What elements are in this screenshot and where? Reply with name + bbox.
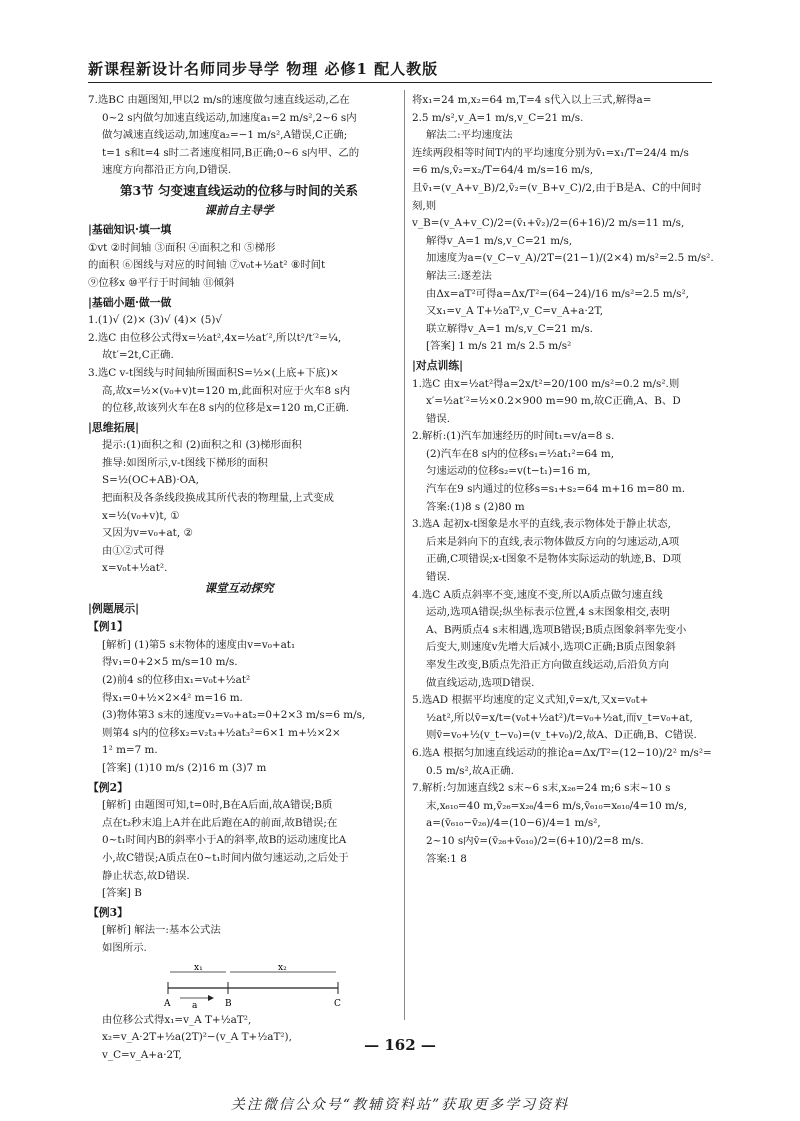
text-line: 后来是斜向下的直线,表示物体做反方向的匀速运动,A项 bbox=[426, 535, 680, 548]
text-line: x=v₀t+½at². bbox=[102, 562, 168, 575]
point-c-label: C bbox=[334, 998, 341, 1008]
text-line: 则第4 s内的位移x₂=v₂t₃+½at₃²=6×1 m+½×2× bbox=[102, 726, 341, 739]
answer-line: 答案:(1)8 s (2)80 m bbox=[426, 500, 525, 513]
text-line: 由①②式可得 bbox=[102, 544, 165, 557]
text-line: x′=½at′²=½×0.2×900 m=90 m,故C正确,A、B、D bbox=[426, 395, 681, 408]
text-line: a=(v̄₆₁₀−v̄₂₆)/4=(10−6)/4=1 m/s², bbox=[426, 817, 601, 830]
column-divider bbox=[404, 90, 405, 1020]
text-line: x=½(v₀+v)t, ① bbox=[102, 509, 180, 522]
right-column bbox=[412, 92, 714, 868]
text-line: [解析] 由题图可知,t=0时,B在A后面,故A错误;B质 bbox=[102, 799, 333, 812]
text-line: 匀速运动的位移s₂=v(t−t₁)=16 m, bbox=[426, 465, 591, 478]
text-line: 加速度为a=(v_C−v_A)/2T=(21−1)/(2×4) m/s²=2.5 m/s². bbox=[426, 252, 714, 265]
text-line: v_C=v_A+a·2T, bbox=[102, 1048, 182, 1061]
x2-label: x₂ bbox=[278, 962, 287, 973]
text-line: ½at²,所以v̄=x/t=(v₀t+½at²)/t=v₀+½at,而v_t=v₀+at, bbox=[426, 711, 693, 724]
text-line: ①vt ②时间轴 ③面积 ④面积之和 ⑤梯形 bbox=[88, 241, 276, 254]
text-line: 由Δx=aT²可得a=Δx/T²=(64−24)/16 m/s²=2.5 m/s², bbox=[426, 287, 689, 300]
text-line: 率发生改变,B质点先沿正方向做直线运动,后沿负方向 bbox=[426, 659, 669, 671]
text-line: 末,x₆₁₀=40 m,v̄₂₆=x₂₆/4=6 m/s,v̄₆₁₀=x₆₁₀/4=10 m/s, bbox=[426, 799, 688, 812]
text-line: 1.(1)√ (2)× (3)√ (4)× (5)√ bbox=[88, 314, 222, 327]
text-line: ⑨位移x ⑩平行于时间轴 ⑪倾斜 bbox=[88, 276, 235, 289]
answer-line: [答案] (1)10 m/s (2)16 m (3)7 m bbox=[102, 761, 267, 774]
text-line: 由位移公式得x₁=v_A T+½aT², bbox=[102, 1013, 252, 1026]
basic-questions-tag: |基础小题·做一做 bbox=[88, 295, 172, 309]
text-line: [解析] 解法一:基本公式法 bbox=[102, 924, 221, 937]
q7-block bbox=[88, 92, 390, 180]
text-line: 静止状态,故D错误. bbox=[102, 869, 190, 882]
text-line: 连续两段相等时间T内的平均速度分别为v̄₁=x₁/T=24/4 m/s bbox=[412, 146, 689, 159]
text-line: 1² m=7 m. bbox=[102, 744, 158, 757]
text-line: 0~2 s内做匀加速直线运动,加速度a₁=2 m/s²,2~6 s内 bbox=[102, 111, 357, 124]
text-line: 解法三:逐差法 bbox=[426, 269, 492, 282]
text-line: x₂=v_A·2T+½a(2T)²−(v_A T+½aT²), bbox=[102, 1031, 292, 1044]
text-line: 5.选AD 根据平均速度的定义式知,v̄=x/t,又x=v₀t+ bbox=[412, 694, 649, 707]
text-line: 小,故C错误;A质点在0~t₁时间内做匀速运动,之后处于 bbox=[102, 851, 349, 864]
text-line: 2.选C 由位移公式得x=½at²,4x=½at′²,所以t²/t′²=¼, bbox=[88, 331, 342, 344]
text-line: 3.选C v-t图线与时间轴所围面积S=½×(上底+下底)× bbox=[88, 366, 339, 379]
basic-knowledge-tag: |基础知识·填一填 bbox=[88, 223, 172, 237]
x1-label: x₁ bbox=[194, 962, 203, 973]
text-line: (3)物体第3 s末的速度v₂=v₀+at₂=0+2×3 m/s=6 m/s, bbox=[102, 709, 366, 722]
text-line: (2)前4 s的位移由x₁=v₀t+½at² bbox=[102, 674, 251, 686]
text-line: 7.解析:匀加速直线2 s末~6 s末,x₂₆=24 m;6 s末~10 s bbox=[412, 782, 671, 795]
text-line: 又因为v=v₀+at, ② bbox=[102, 527, 193, 540]
text-line: 7.选BC 由题图知,甲以2 m/s的速度做匀速直线运动,乙在 bbox=[88, 94, 350, 106]
text-line: 正确,C项错误;x-t图象不是物体实际运动的轨迹,B、D项 bbox=[426, 553, 682, 566]
text-line: 且v̄₁=(v_A+v_B)/2,v̄₂=(v_B+v_C)/2,由于B是A、C的中间时刻,则 bbox=[412, 181, 702, 212]
answer-line: 答案:1 8 bbox=[426, 852, 467, 865]
text-line: 解得v_A=1 m/s,v_C=21 m/s, bbox=[426, 234, 573, 247]
examples-tag: |例题展示| bbox=[88, 601, 140, 615]
text-line: 高,故x=½×(v₀+v)t=120 m,此面积对应于火车8 s内 bbox=[102, 384, 351, 397]
text-line: 联立解得v_A=1 m/s,v_C=21 m/s. bbox=[426, 322, 593, 335]
text-line: v_B=(v_A+v_C)/2=(v̄₁+v̄₂)/2=(6+16)/2 m/s=11 m/s, bbox=[412, 217, 685, 230]
text-line: [解析] (1)第5 s末物体的速度由v=v₀+at₁ bbox=[102, 638, 296, 651]
text-line: 故t′=2t,C正确. bbox=[102, 349, 174, 362]
text-line: (2)汽车在8 s内的位移s₁=½at₁²=64 m, bbox=[426, 447, 615, 460]
text-line: 则v̄=v₀+½(v_t−v₀)=(v_t+v₀)/2,故A、D正确,B、C错误. bbox=[426, 729, 697, 742]
text-line: 点在t₂秒末追上A并在此后跑在A的前面,故B错误;在 bbox=[102, 816, 338, 829]
text-line: S=½(OC+AB)·OA, bbox=[102, 474, 199, 487]
text-line: 把面积及各条线段换成其所代表的物理量,上式变成 bbox=[102, 492, 334, 505]
text-line: 运动,选项A错误;纵坐标表示位置,4 s末图象相交,表明 bbox=[426, 606, 670, 619]
text-line: 得v₁=0+2×5 m/s=10 m/s. bbox=[102, 656, 238, 669]
text-line: 2.5 m/s²,v_A=1 m/s,v_C=21 m/s. bbox=[412, 111, 584, 124]
text-line: 如图所示. bbox=[102, 941, 147, 954]
text-line: 错误. bbox=[426, 571, 451, 584]
text-line: 速度方向都沿正方向,D错误. bbox=[102, 164, 232, 177]
point-b-label: B bbox=[225, 998, 232, 1008]
text-line: t=1 s和t=4 s时二者速度相同,B正确;0~6 s内甲、乙的 bbox=[102, 146, 360, 159]
page-number: — 162 — bbox=[364, 1036, 436, 1054]
text-line: 的面积 ⑥图线与对应的时间轴 ⑦v₀t+½at² ⑧时间t bbox=[88, 259, 326, 272]
page-header: 新课程新设计名师同步导学 物理 必修1 配人教版 bbox=[88, 60, 439, 78]
text-line: 3.选A 起初x-t图象是水平的直线,表示物体处于静止状态, bbox=[412, 518, 671, 531]
thinking-tag: |思维拓展| bbox=[88, 420, 140, 434]
text-line: 的位移,故该列火车在8 s内的位移是x=120 m,C正确. bbox=[102, 402, 349, 415]
text-line: 1.选C 由x=½at²得a=2x/t²=20/100 m/s²=0.2 m/s².则 bbox=[412, 377, 680, 390]
text-line: 2~10 s内v̄=(v̄₂₆+v̄₆₁₀)/2=(6+10)/2=8 m/s. bbox=[426, 834, 644, 847]
text-line: 2.解析:(1)汽车加速经历的时间t₁=v/a=8 s. bbox=[412, 430, 615, 443]
banner-preview: 课前自主导学 bbox=[204, 202, 274, 217]
text-line: 将x₁=24 m,x₂=64 m,T=4 s代入以上三式,解得a= bbox=[412, 94, 652, 106]
footer-note: 关注微信公众号“教辅资料站”获取更多学习资料 bbox=[230, 1097, 570, 1113]
ex3-tag: 【例3】 bbox=[88, 905, 128, 919]
text-line: 汽车在9 s内通过的位移s=s₁+s₂=64 m+16 m=80 m. bbox=[426, 483, 686, 496]
accel-arrow-head bbox=[208, 995, 214, 1001]
text-line: 0.5 m/s²,故A正确. bbox=[426, 764, 514, 777]
banner-class: 课堂互动探究 bbox=[204, 581, 274, 596]
text-line: 解法二:平均速度法 bbox=[426, 129, 513, 142]
answer-line: [答案] 1 m/s 21 m/s 2.5 m/s² bbox=[426, 340, 572, 353]
drill-tag: |对点训练| bbox=[412, 358, 464, 372]
ex1-tag: 【例1】 bbox=[88, 620, 128, 634]
text-line: 推导:如图所示,v-t图线下梯形的面积 bbox=[102, 456, 268, 469]
text-line: 0~t₁时间内B的斜率小于A的斜率,故B的运动速度比A bbox=[102, 834, 347, 847]
text-line: 得x₁=0+½×2×4² m=16 m. bbox=[102, 691, 243, 704]
answer-line: [答案] B bbox=[102, 887, 142, 900]
ex2-tag: 【例2】 bbox=[88, 780, 128, 794]
text-line: =6 m/s,v̄₂=x₂/T=64/4 m/s=16 m/s, bbox=[412, 164, 594, 177]
left-column bbox=[88, 92, 390, 1064]
text-line: 4.选C A质点斜率不变,速度不变,所以A质点做匀速直线 bbox=[412, 588, 663, 601]
motion-diagram bbox=[88, 960, 390, 1008]
header-rule bbox=[88, 82, 712, 83]
text-line: 6.选A 根据匀加速直线运动的推论a=Δx/T²=(12−10)/2² m/s²= bbox=[412, 746, 712, 759]
text-line: 做直线运动,选项D错误. bbox=[426, 676, 535, 689]
a-label: a bbox=[192, 1000, 198, 1008]
point-a-label: A bbox=[164, 998, 171, 1008]
text-line: A、B两质点4 s末相遇,选项B错误;B质点图象斜率先变小 bbox=[426, 623, 687, 636]
text-line: 又x₁=v_A T+½aT²,v_C=v_A+a·2T, bbox=[426, 305, 604, 318]
text-line: 做匀减速直线运动,加速度a₂=−1 m/s²,A错误,C正确; bbox=[102, 129, 348, 142]
text-line: 提示:(1)面积之和 (2)面积之和 (3)梯形面积 bbox=[102, 439, 302, 452]
motion-diagram-svg bbox=[88, 960, 390, 1008]
text-line: 错误. bbox=[426, 412, 451, 425]
section-title: 第3节 匀变速直线运动的位移与时间的关系 bbox=[119, 182, 359, 198]
text-line: 后变大,则速度v先增大后减小,选项C正确;B质点图象斜 bbox=[426, 641, 676, 654]
